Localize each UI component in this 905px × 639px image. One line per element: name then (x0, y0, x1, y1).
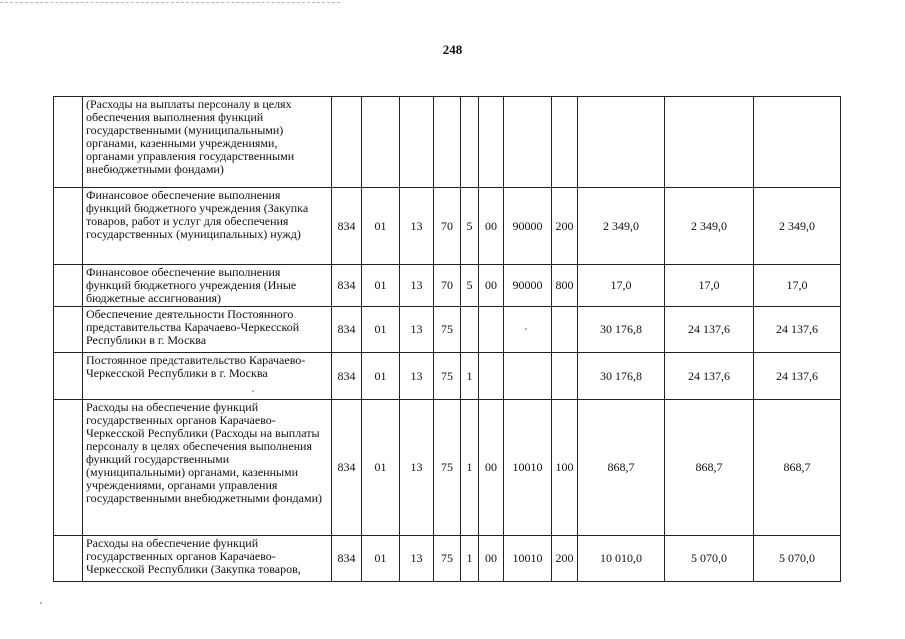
event-code: 00 (479, 188, 504, 265)
event-code: 00 (479, 265, 504, 307)
expense-type-code: 200 (552, 188, 578, 265)
section-code: 01 (362, 400, 400, 536)
amount-year-2: 2 349,0 (665, 188, 754, 265)
ministry-code: 834 (332, 188, 362, 265)
amount-year-2 (665, 97, 754, 188)
direction-code (504, 307, 552, 353)
section-code: 01 (362, 536, 400, 582)
subsection-code (400, 97, 434, 188)
ministry-code: 834 (332, 265, 362, 307)
ministry-code (332, 97, 362, 188)
scan-speck (252, 390, 254, 392)
expense-description: Финансовое обеспечение выполнения функций бюджетного учреждения (Иные бюджетные ассигнования) (83, 265, 332, 307)
amount-year-1 (578, 97, 665, 188)
direction-code: 10010 (504, 536, 552, 582)
event-code: 00 (479, 400, 504, 536)
program-code: 70 (434, 188, 461, 265)
direction-code (504, 353, 552, 400)
amount-year-3: 24 137,6 (754, 307, 841, 353)
expense-type-code (552, 97, 578, 188)
row-index-cell (54, 265, 83, 307)
subprogram-code: 1 (461, 353, 479, 400)
expense-type-code: 100 (552, 400, 578, 536)
table-row (54, 265, 841, 307)
event-code (479, 97, 504, 188)
subprogram-code (461, 97, 479, 188)
expense-description: Обеспечение деятельности Постоянного представительства Карачаево-Черкесской Республики в г. Москва (83, 307, 332, 353)
amount-year-3 (754, 97, 841, 188)
expense-type-code (552, 353, 578, 400)
ministry-code: 834 (332, 400, 362, 536)
direction-code: 90000 (504, 188, 552, 265)
subsection-code: 13 (400, 536, 434, 582)
amount-year-3: 2 349,0 (754, 188, 841, 265)
amount-year-1: 868,7 (578, 400, 665, 536)
amount-year-1: 2 349,0 (578, 188, 665, 265)
scan-speck (40, 602, 42, 604)
event-code (479, 307, 504, 353)
expense-description: Расходы на обеспечение функций государственных органов Карачаево-Черкесской Республики (Закупка товаров, (83, 536, 332, 582)
subsection-code: 13 (400, 307, 434, 353)
table-row (54, 353, 841, 400)
subprogram-code (461, 307, 479, 353)
table-row (54, 188, 841, 265)
amount-year-2: 24 137,6 (665, 307, 754, 353)
subprogram-code: 1 (461, 536, 479, 582)
amount-year-2: 5 070,0 (665, 536, 754, 582)
amount-year-1: 10 010,0 (578, 536, 665, 582)
amount-year-1: 17,0 (578, 265, 665, 307)
expense-type-code (552, 307, 578, 353)
program-code: 75 (434, 353, 461, 400)
amount-year-2: 868,7 (665, 400, 754, 536)
ministry-code: 834 (332, 353, 362, 400)
expense-description: Расходы на обеспечение функций государственных органов Карачаево-Черкесской Республики (Расходы на выплаты персоналу в целях обеспечения выполнения функций государственными (муниципальными) органами, казенными учреждениями, органами управления государственными внебюджетными фондами) (83, 400, 332, 536)
amount-year-3: 24 137,6 (754, 353, 841, 400)
scan-speck (525, 328, 527, 330)
row-index-cell (54, 400, 83, 536)
direction-code: 10010 (504, 400, 552, 536)
ministry-code: 834 (332, 307, 362, 353)
page-number: 248 (442, 42, 463, 57)
program-code (434, 97, 461, 188)
budget-table (53, 96, 841, 582)
expense-type-code: 800 (552, 265, 578, 307)
table-row (54, 97, 841, 188)
amount-year-3: 5 070,0 (754, 536, 841, 582)
table-row (54, 400, 841, 536)
expense-description: (Расходы на выплаты персоналу в целях обеспечения выполнения функций государственными (муниципальными) органами, казенными учреждениями, органами управления государственными внебюджетными фондами) (83, 97, 332, 188)
section-code: 01 (362, 188, 400, 265)
program-code: 75 (434, 400, 461, 536)
row-index-cell (54, 353, 83, 400)
scan-top-rule (0, 2, 340, 3)
amount-year-3: 868,7 (754, 400, 841, 536)
direction-code (504, 97, 552, 188)
table-row (54, 307, 841, 353)
row-index-cell (54, 97, 83, 188)
program-code: 75 (434, 536, 461, 582)
event-code (479, 353, 504, 400)
section-code: 01 (362, 307, 400, 353)
program-code: 75 (434, 307, 461, 353)
subprogram-code: 1 (461, 400, 479, 536)
table-row (54, 536, 841, 582)
program-code: 70 (434, 265, 461, 307)
subsection-code: 13 (400, 265, 434, 307)
direction-code: 90000 (504, 265, 552, 307)
row-index-cell (54, 188, 83, 265)
amount-year-2: 24 137,6 (665, 353, 754, 400)
subsection-code: 13 (400, 400, 434, 536)
expense-description: Постоянное представительство Карачаево-Черкесской Республики в г. Москва (83, 353, 332, 400)
section-code: 01 (362, 265, 400, 307)
expense-description: Финансовое обеспечение выполнения функций бюджетного учреждения (Закупка товаров, работ и услуг для обеспечения государственных (муниципальных) нужд) (83, 188, 332, 265)
amount-year-1: 30 176,8 (578, 307, 665, 353)
ministry-code: 834 (332, 536, 362, 582)
section-code: 01 (362, 353, 400, 400)
amount-year-3: 17,0 (754, 265, 841, 307)
amount-year-1: 30 176,8 (578, 353, 665, 400)
subsection-code: 13 (400, 188, 434, 265)
amount-year-2: 17,0 (665, 265, 754, 307)
expense-type-code: 200 (552, 536, 578, 582)
section-code (362, 97, 400, 188)
row-index-cell (54, 307, 83, 353)
subprogram-code: 5 (461, 188, 479, 265)
subprogram-code: 5 (461, 265, 479, 307)
subsection-code: 13 (400, 353, 434, 400)
event-code: 00 (479, 536, 504, 582)
row-index-cell (54, 536, 83, 582)
